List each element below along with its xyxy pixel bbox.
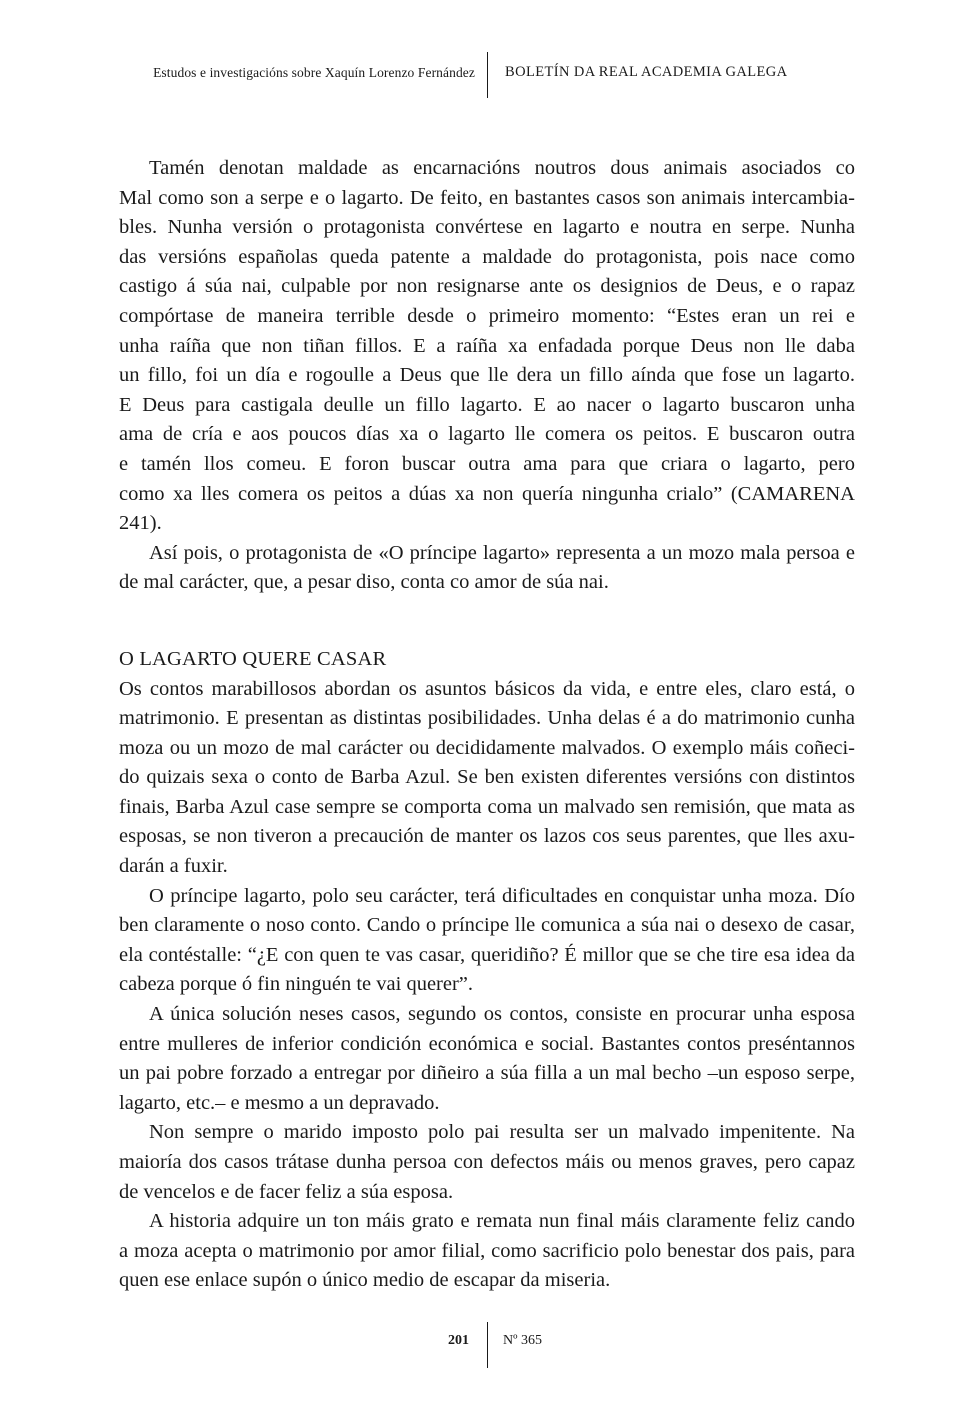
text-line: compórtase de maneira terrible desde o primeiro momento: “Estes eran un rei e <box>119 304 855 327</box>
text-line: a moza acepta o matrimonio por amor filial, como sacrificio polo benestar dos pais, para <box>119 1239 855 1262</box>
text-line: esposas, se non tiveron a precaución de manter os lazos cos seus parentes, que lles axu- <box>119 825 855 848</box>
paragraph <box>119 675 855 882</box>
text-line: das versións españolas queda patente a maldade do protagonista, pois nace como <box>119 245 855 268</box>
section-heading: O LAGARTO QUERE CASAR <box>119 647 387 670</box>
text-line: bles. Nunha versión o protagonista convértese en lagarto e noutra en serpe. Nunha <box>119 216 855 239</box>
header-divider <box>487 52 488 98</box>
page-number: 201 <box>448 1333 469 1348</box>
text-line: de vencelos e de facer feliz a súa esposa. <box>119 1180 454 1203</box>
text-line: un fillo, foi un día e rogoulle a Deus que lle dera un fillo aínda que fose un lagarto. <box>119 364 855 387</box>
text-line: Mal como son a serpe e o lagarto. De feito, en bastantes casos son animais intercambia- <box>119 186 855 209</box>
running-footer <box>0 1322 975 1368</box>
text-line: do quizais sexa o conto de Barba Azul. Se ben existen diferentes versións con distintos <box>119 766 855 789</box>
text-line: quen ese enlace supón o único medio de escapar da miseria. <box>119 1269 611 1292</box>
text-line: moza ou un mozo de mal carácter ou decididamente malvados. O exemplo máis coñeci- <box>119 736 855 759</box>
text-line: ela contéstalle: “¿E con quen te vas casar, queridiño? É millor que se che tire esa idea da <box>119 943 855 966</box>
section-spacer <box>119 598 855 645</box>
header-journal-title: BOLETÍN DA REAL ACADEMIA GALEGA <box>505 64 788 80</box>
text-line: Tamén denotan maldade as encarnacións noutros dous animais asociados co <box>149 157 855 179</box>
text-line: A única solución neses casos, segundo os contos, consiste en procurar unha esposa <box>149 1003 855 1026</box>
text-line: E Deus para castigala deulle un fillo lagarto. E ao nacer o lagarto buscaron unha <box>119 393 855 416</box>
text-line: como xa lles comera os peitos a dúas xa non quería ningunha crialo” (CAMARENA <box>119 482 855 505</box>
intro-paragraphs <box>119 154 855 598</box>
text-line: ben claramente o noso conto. Cando o príncipe lle comunica a súa nai o desexo de casar, <box>119 914 855 937</box>
running-header <box>0 52 975 98</box>
footer-divider <box>487 1322 488 1368</box>
paragraph <box>119 1118 855 1207</box>
text-line: e tamén llos comeu. E foron buscar outra ama para que criara o lagarto, pero <box>119 452 855 475</box>
text-line: finais, Barba Azul case sempre se comporta coma un malvado sen remisión, que mata as <box>119 795 855 818</box>
text-line: ama de cría e aos poucos días xa o lagarto lle comera os peitos. E buscaron outra <box>119 423 855 446</box>
paragraph <box>119 154 855 539</box>
text-line: O príncipe lagarto, polo seu carácter, terá dificultades en conquistar unha moza. Dío <box>149 884 855 907</box>
text-line: 241). <box>119 512 162 535</box>
text-line: A historia adquire un ton máis grato e remata nun final máis claramente feliz cando <box>149 1210 855 1233</box>
text-line: lagarto, etc.– e mesmo a un depravado. <box>119 1091 440 1114</box>
paragraph <box>119 539 855 598</box>
text-line: maioría dos casos trátase dunha persoa con defectos máis ou menos graves, pero capaz <box>119 1151 855 1173</box>
section-paragraphs <box>119 675 855 1296</box>
text-line: un pai pobre forzado a entregar por diñeiro a súa filla a un mal becho –un esposo serpe, <box>119 1062 855 1085</box>
text-line: de mal carácter, que, a pesar diso, conta co amor de súa nai. <box>119 571 609 594</box>
body-text <box>119 154 855 1296</box>
text-line: Non sempre o marido imposto polo pai resulta ser un malvado impenitente. Na <box>149 1121 855 1144</box>
text-line: Así pois, o protagonista de «O príncipe lagarto» representa a un mozo mala persoa e <box>149 541 855 564</box>
text-line: darán a fuxir. <box>119 855 228 878</box>
text-line: cabeza porque ó fin ninguén te vai querer”. <box>119 973 474 996</box>
text-line: castigo á súa nai, culpable por non resignarse ante os designios de Deus, e o rapaz <box>119 275 855 298</box>
issue-number: Nº 365 <box>503 1333 542 1348</box>
text-line: matrimonio. E presentan as distintas posibilidades. Unha delas é a do matrimonio cunha <box>119 707 855 730</box>
header-section-title: Estudos e investigacións sobre Xaquín Lorenzo Fernández <box>153 65 475 80</box>
paragraph <box>119 1000 855 1118</box>
text-line: Os contos marabillosos abordan os asuntos básicos da vida, e entre eles, claro está, o <box>119 677 855 700</box>
text-line: entre mulleres de inferior condición económica e social. Bastantes contos preséntannos <box>119 1032 855 1055</box>
paragraph <box>119 882 855 1000</box>
paragraph <box>119 1207 855 1296</box>
text-line: unha raíña que non tiñan fillos. E a raíña xa enfadada porque Deus non lle daba <box>119 334 855 357</box>
